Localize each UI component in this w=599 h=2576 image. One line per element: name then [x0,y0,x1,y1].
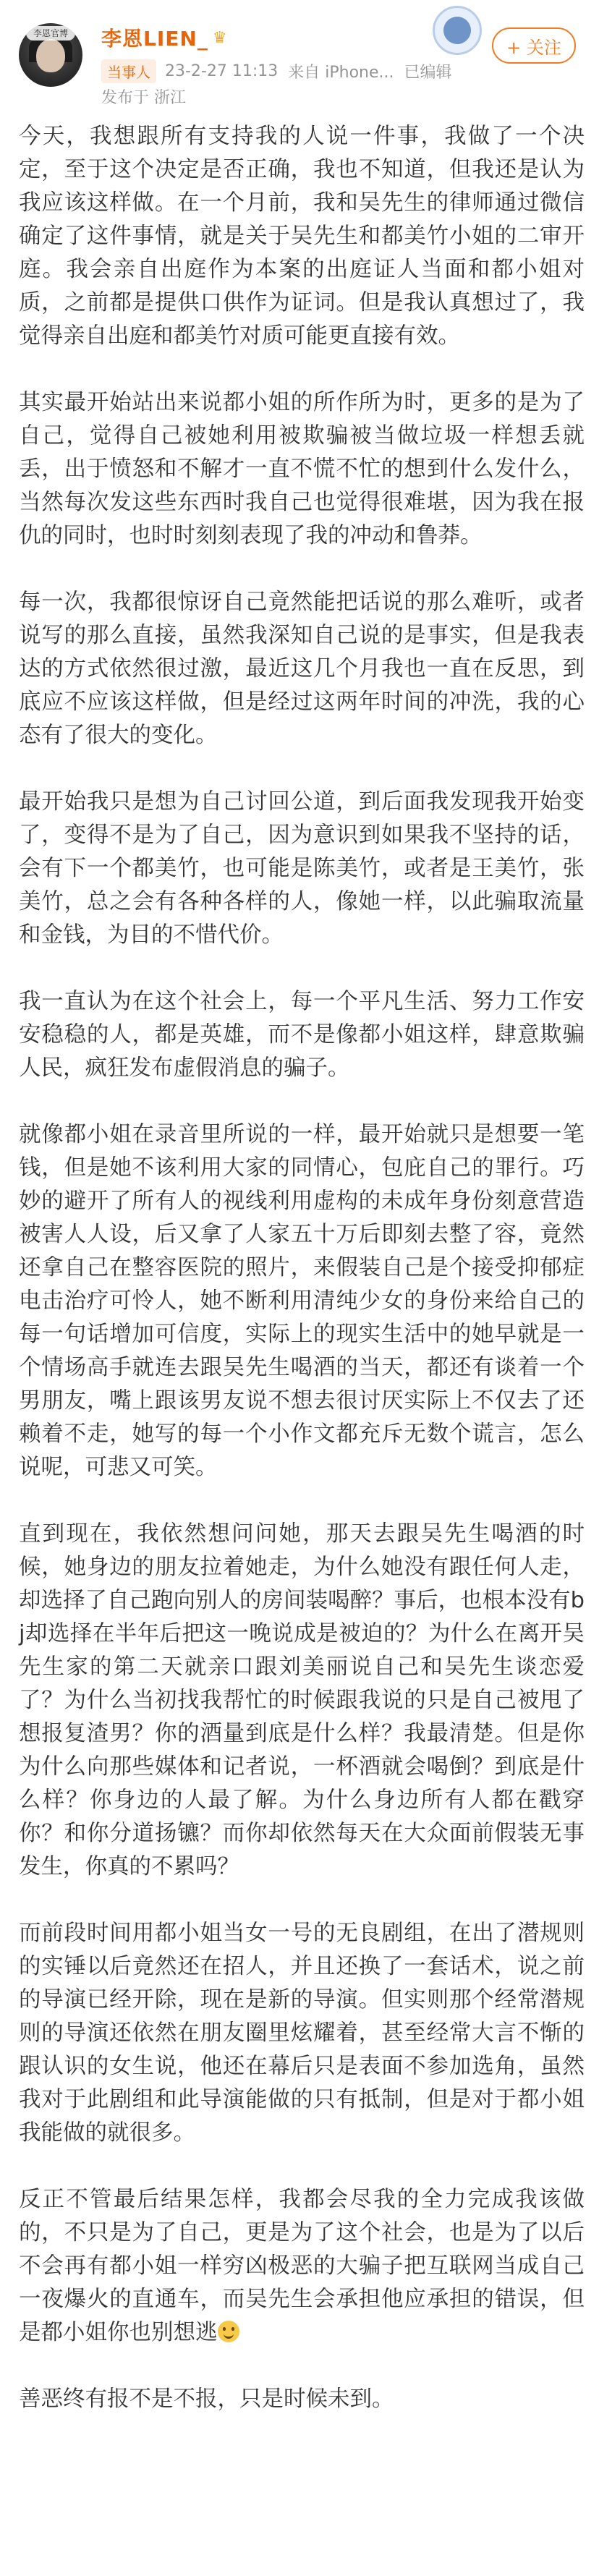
post-location: 发布于 浙江 [101,89,186,107]
medal-icon [433,6,482,55]
medal-inner-shape [443,17,471,44]
post-paragraph: 直到现在，我依然想问问她，那天去跟吴先生喝酒的时候，她身边的朋友拉着她走，为什么她没有跟任何人走，却选择了自己跑向别人的房间装喝醉？事后，也根本没有bj却选择在半年后把这一晚说成是被迫的？为什么在离开吴先生家的第二天就亲口跟刘美丽说自己和吴先生谈恋爱了？为什么当初找我帮忙的时候跟我说的只是自己被甩了想报复渣男？你的酒量到底是什么样？我最清楚。但是你为什么向那些媒体和记者说，一杯酒就会喝倒？到底是什么样？你身边的人最了解。为什么身边所有人都在戳穿你？和你分道扬镳？而你却依然每天在大众面前假装无事发生，你真的不累吗？ [19,1521,585,1879]
edited-link[interactable]: 已编辑 [404,63,452,82]
avatar-face-shape [36,39,65,72]
author-name-row [101,23,227,52]
author-name[interactable]: 李恩LIEN_ [101,27,208,51]
post-paragraph: 每一次，我都很惊讶自己竟然能把话说的那么难听，或者说写的那么直接，虽然我深知自己说的是事实，但是我表达的方式依然很过激，最近这几个月我也一直在反思，到底应不应该这样做，但是经过这两年时间的冲洗，我的心态有了很大的变化。 [19,590,585,748]
author-avatar[interactable] [19,23,82,87]
post-paragraph-text: 反正不管最后结果怎样，我都会尽我的全力完成我该做的，不只是为了自己，更是为了这个社会，也是为了以后不会再有都小姐一样穷凶极恶的大骗子把互联网当成自己一夜爆火的直通车，而吴先生会承担他应承担的错误，但是都小姐你也别想逃 [19,2187,585,2345]
post-paragraph: 其实最开始站出来说都小姐的所作所为时，更多的是为了自己，觉得自己被她利用被欺骗被当做垃圾一样想丢就丢，出于愤怒和不解才一直不慌不忙的想到什么发什么，当然每次发这些东西时我自己也觉得很难堪，因为我在报仇的同时，也时时刻刻表现了我的冲动和鲁莽。 [19,390,585,548]
post-header [0,0,599,116]
avatar-tag: 李恩官博 [26,26,75,41]
post-paragraph: 我一直认为在这个社会上，每一个平凡生活、努力工作安安稳稳的人，都是英雄，而不是像都小姐这样，肆意欺骗人民，疯狂发布虚假消息的骗子。 [19,989,585,1081]
post-paragraph: 就像都小姐在录音里所说的一样，最开始就只是想要一笔钱，但是她不该利用大家的同情心，包庇自己的罪行。巧妙的避开了所有人的视线利用虚构的未成年身份刻意营造被害人人设，后又拿了人家五十万后即刻去整了容，竟然还拿自己在整容医院的照片，来假装自己是个接受抑郁症电击治疗可怜人，她不断利用清纯少女的身份来给自己的每一句话增加可信度，实际上的现实生活中的她早就是一个情场高手就连去跟吴先生喝酒的当天，都还有谈着一个男朋友，嘴上跟该男友说不想去很讨厌实际上不仅去了还赖着不走，她写的每一个小作文都充斥无数个谎言，怎么说呢，可悲又可笑。 [19,1122,585,1480]
crown-icon: ♛ [212,28,227,47]
post-paragraph: 最开始我只是想为自己讨回公道，到后面我发现我开始变了，变得不是为了自己，因为意识到如果我不坚持的话，会有下一个都美竹，也可能是陈美竹，或者是王美竹，张美竹，总之会有各种各样的人，像她一样，以此骗取流量和金钱，为目的不惜代价。 [19,789,585,948]
post-body [19,120,585,2416]
post-time: 23-2-27 11:13 [165,61,279,80]
post-paragraph: 善恶终有报不是不报，只是时候未到。 [19,2386,394,2412]
post-meta [101,59,452,82]
post-source: 来自 iPhone... [288,63,394,82]
post-paragraph: 而前段时间用都小姐当女一号的无良剧组，在出了潜规则的实锤以后竟然还在招人，并且还换了一套话术，说之前的导演已经开除，现在是新的导演。但实则那个经常潜规则的导演还依然在朋友圈里炫耀着，甚至经常大言不惭的跟认识的女生说，他还在幕后只是表面不参加选角，虽然我对于此剧组和此导演能做的只有抵制，但是对于都小姐我能做的就很多。 [19,1921,585,2146]
role-badge: 当事人 [101,59,156,83]
post-paragraph-with-emoji [19,2183,585,2350]
follow-button[interactable]: + 关注 [492,27,576,64]
smile-emoji-icon [218,2321,239,2342]
post-paragraph: 今天，我想跟所有支持我的人说一件事，我做了一个决定，至于这个决定是否正确，我也不知道，但我还是认为我应该这样做。在一个月前，我和吴先生的律师通过微信确定了这件事情，就是关于吴先生和都美竹小姐的二审开庭。我会亲自出庭作为本案的出庭证人当面和都小姐对质，之前都是提供口供作为证词。但是我认真想过了，我觉得亲自出庭和都美竹对质可能更直接有效。 [19,124,585,349]
